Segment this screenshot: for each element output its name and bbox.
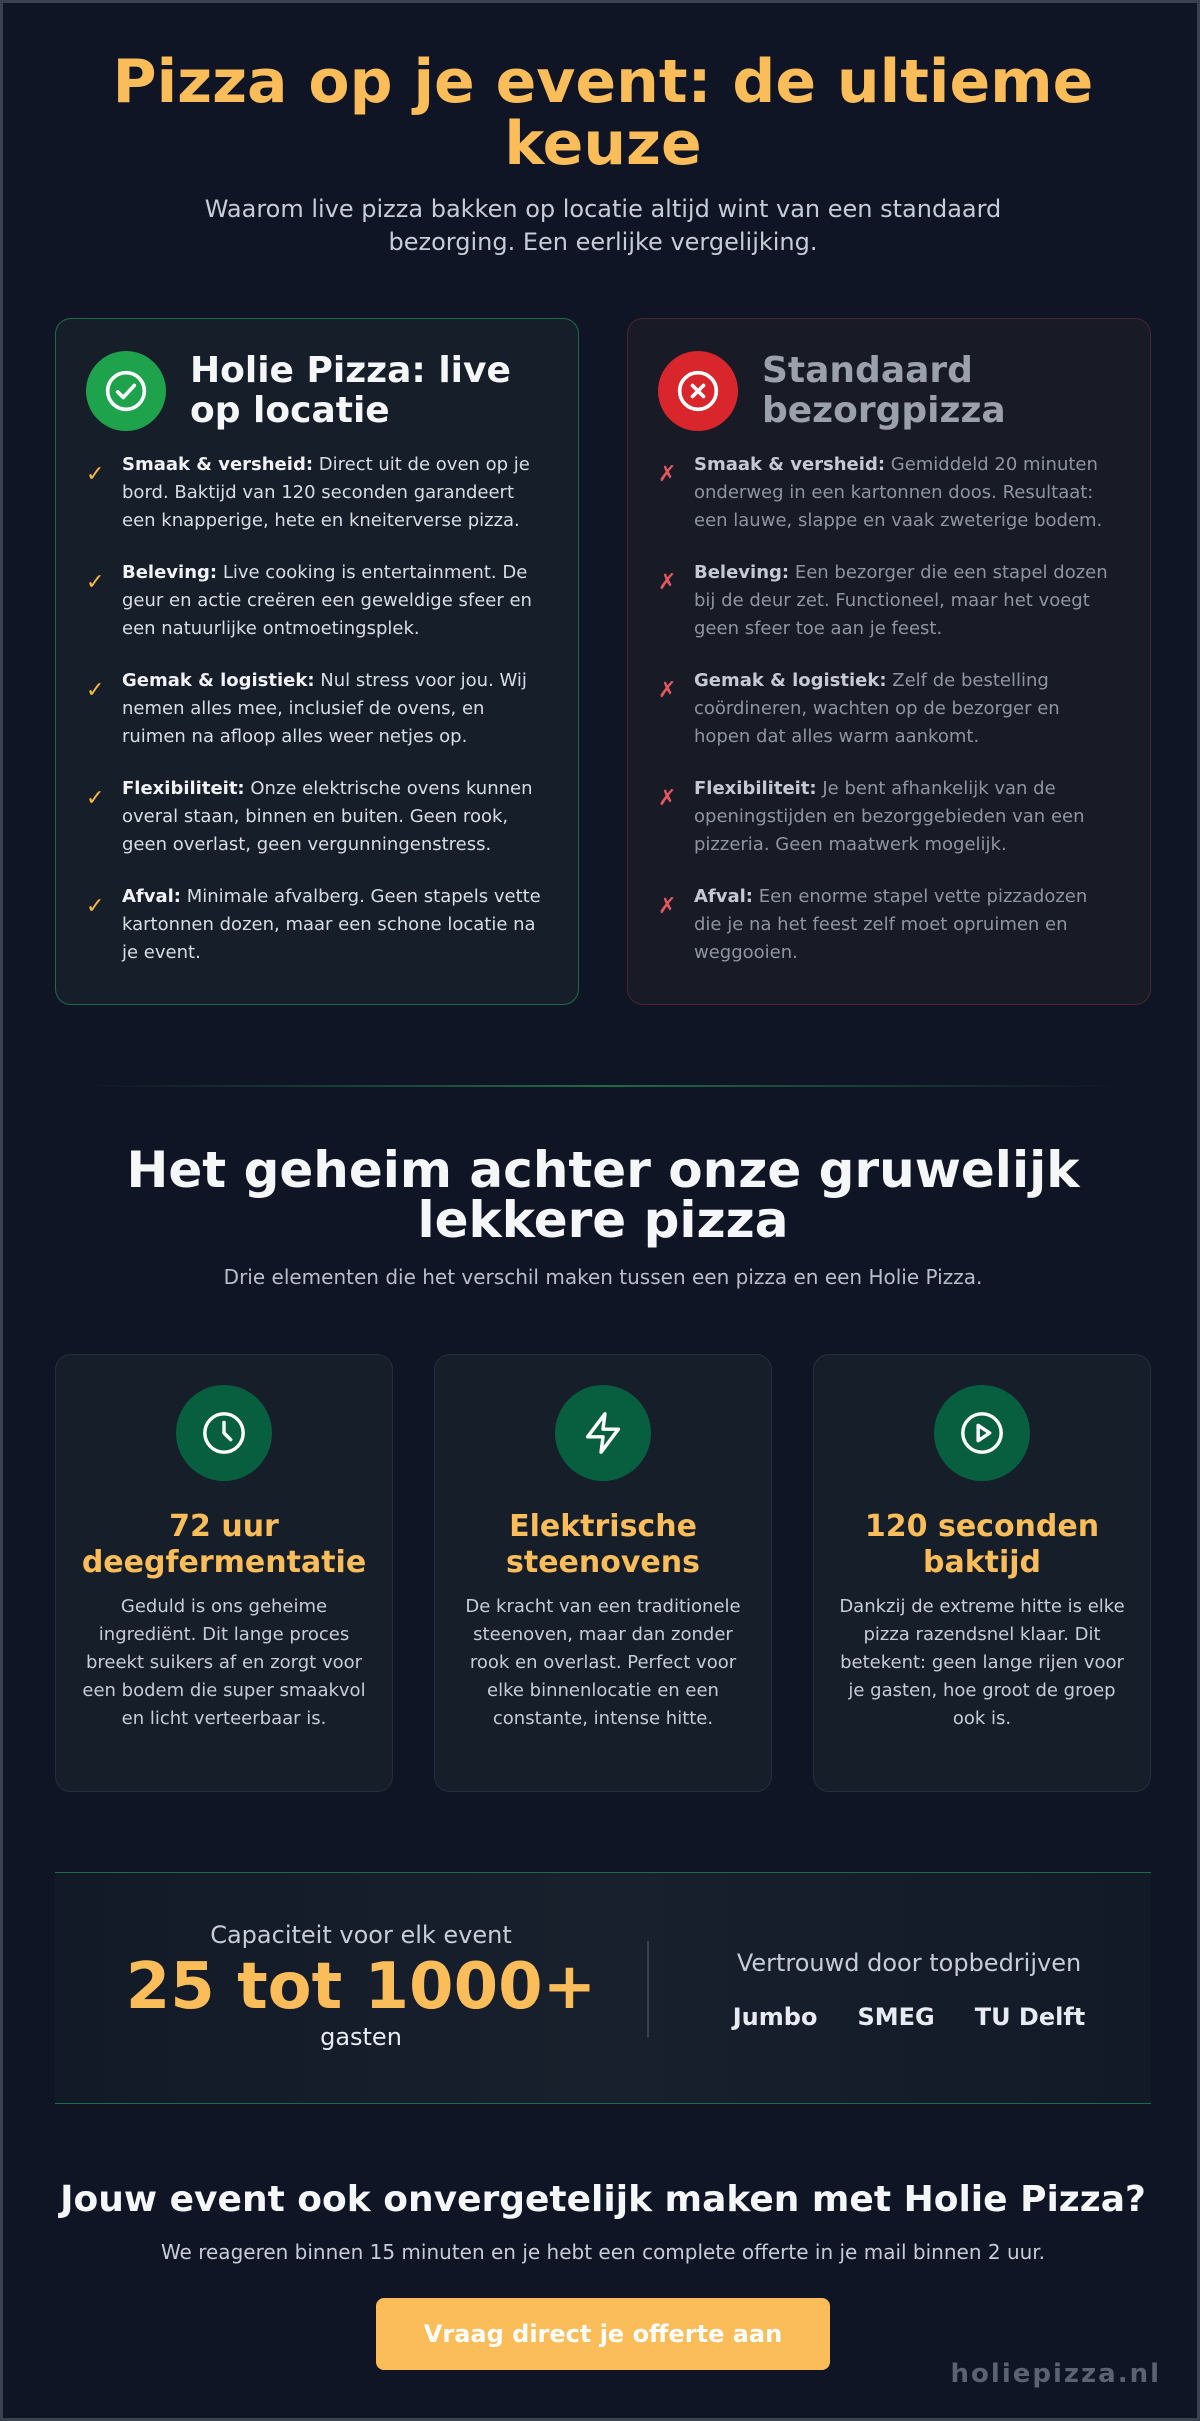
feature-card-baketime bbox=[813, 1354, 1151, 1792]
item-text: Je bent afhankelijk van de openingstijden en bezorggebieden van een pizzeria. Geen maatwerk mogelijk. bbox=[694, 778, 1085, 855]
feature-card-fermentation bbox=[55, 1354, 393, 1792]
site-watermark: holiepizza.nl bbox=[950, 2359, 1161, 2389]
list-item bbox=[86, 451, 548, 535]
capacity-value: 25 tot 1000+ bbox=[125, 1950, 597, 2024]
item-label: Flexibiliteit: bbox=[694, 778, 817, 799]
check-icon: ✓ bbox=[86, 678, 105, 703]
feature-list bbox=[658, 451, 1120, 967]
card-title: Holie Pizza: live op locatie bbox=[190, 350, 511, 431]
feature-title: 120 seconden baktijd bbox=[864, 1509, 1100, 1580]
item-label: Afval: bbox=[694, 886, 754, 907]
section-divider bbox=[83, 1085, 1123, 1087]
cross-icon: ✗ bbox=[658, 678, 677, 703]
hero-section bbox=[3, 47, 1200, 259]
page-title: Pizza op je event: de ultieme keuze bbox=[112, 47, 1094, 179]
item-text: Een bezorger die een stapel dozen bij de deur zet. Functioneel, maar het voegt geen sfeer toe aan je feest. bbox=[694, 562, 1108, 639]
brand-tu-delft: TU Delft bbox=[974, 2003, 1086, 2031]
cross-icon: ✗ bbox=[658, 462, 677, 487]
item-label: Gemak & logistiek: bbox=[694, 670, 887, 691]
item-text: Minimale afvalberg. Geen stapels vette kartonnen dozen, maar een schone locatie na je event. bbox=[122, 886, 541, 963]
card-header bbox=[658, 349, 1120, 433]
cross-icon: ✗ bbox=[658, 894, 677, 919]
feature-text: De kracht van een traditionele steenoven, maar dan zonder rook en overlast. Perfect voor elke binnenlocatie en een constante, intense hitte. bbox=[465, 1596, 741, 1729]
item-label: Beleving: bbox=[122, 562, 218, 583]
page-subtitle: Waarom live pizza bakken op locatie altijd wint van een standaard bezorging. Een eerlijke vergelijking. bbox=[204, 195, 1002, 256]
item-label: Flexibiliteit: bbox=[122, 778, 245, 799]
feature-list bbox=[86, 451, 548, 967]
comparison-card-delivery bbox=[627, 318, 1151, 1005]
item-label: Beleving: bbox=[694, 562, 790, 583]
capacity-block bbox=[55, 1921, 667, 2051]
clock-icon bbox=[176, 1385, 272, 1481]
item-text: Zelf de bestelling coördineren, wachten op de bezorger en hopen dat alles warm aankomt. bbox=[694, 670, 1060, 747]
item-text: Gemiddeld 20 minuten onderweg in een kartonnen doos. Resultaat: een lauwe, slappe en vaak zweterige bodem. bbox=[694, 454, 1103, 531]
list-item bbox=[658, 559, 1120, 643]
card-header bbox=[86, 349, 548, 433]
item-text: Een enorme stapel vette pizzadozen die je na het feest zelf moet opruimen en weggooien. bbox=[694, 886, 1088, 963]
feature-title: Elektrische steenovens bbox=[506, 1509, 700, 1580]
lightning-icon bbox=[555, 1385, 651, 1481]
play-circle-icon bbox=[934, 1385, 1030, 1481]
list-item bbox=[658, 667, 1120, 751]
item-label: Gemak & logistiek: bbox=[122, 670, 315, 691]
item-label: Smaak & versheid: bbox=[122, 454, 314, 475]
item-text: Nul stress voor jou. Wij nemen alles mee, inclusief de ovens, en ruimen na afloop alles weer netjes op. bbox=[122, 670, 527, 747]
item-text: Onze elektrische ovens kunnen overal staan, binnen en buiten. Geen rook, geen overlast, geen vergunningenstress. bbox=[122, 778, 533, 855]
check-icon: ✓ bbox=[86, 570, 105, 595]
item-label: Afval: bbox=[122, 886, 182, 907]
feature-text: Dankzij de extreme hitte is elke pizza razendsnel klaar. Dit betekent: geen lange rijen voor je gasten, hoe groot de groep ook is. bbox=[839, 1596, 1125, 1729]
capacity-label: Capaciteit voor elk event bbox=[210, 1921, 512, 1949]
trust-label: Vertrouwd door topbedrijven bbox=[736, 1949, 1082, 1977]
cta-section bbox=[3, 2179, 1200, 2370]
check-icon: ✓ bbox=[86, 786, 105, 811]
item-text: Live cooking is entertainment. De geur en actie creëren een geweldige sfeer en een natuurlijke ontmoetingsplek. bbox=[122, 562, 532, 639]
brand-list bbox=[667, 2003, 1151, 2031]
x-circle-icon bbox=[658, 351, 738, 431]
cross-icon: ✗ bbox=[658, 786, 677, 811]
list-item bbox=[86, 667, 548, 751]
list-item bbox=[658, 775, 1120, 859]
feature-card-ovens bbox=[434, 1354, 772, 1792]
item-label: Smaak & versheid: bbox=[694, 454, 886, 475]
capacity-unit: gasten bbox=[320, 2023, 402, 2051]
list-item bbox=[658, 451, 1120, 535]
item-text: Direct uit de oven op je bord. Baktijd van 120 seconden garandeert een knapperige, hete en kneiterverse pizza. bbox=[122, 454, 530, 531]
list-item bbox=[658, 883, 1120, 967]
list-item bbox=[86, 883, 548, 967]
check-icon: ✓ bbox=[86, 894, 105, 919]
request-quote-button[interactable]: Vraag direct je offerte aan bbox=[376, 2298, 830, 2370]
vertical-divider bbox=[647, 1941, 649, 2037]
section-title: Het geheim achter onze gruwelijk lekkere pizza bbox=[126, 1141, 1080, 1249]
check-circle-icon bbox=[86, 351, 166, 431]
feature-text: Geduld is ons geheime ingrediënt. Dit lange proces breekt suikers af en zorgt voor een bodem die super smaakvol en licht verteerbaar is. bbox=[82, 1596, 366, 1729]
list-item bbox=[86, 559, 548, 643]
secret-section bbox=[3, 1141, 1200, 1289]
cta-subtitle: We reageren binnen 15 minuten en je hebt een complete offerte in je mail binnen 2 uur. bbox=[160, 2240, 1046, 2264]
feature-title: 72 uur deegfermentatie bbox=[81, 1509, 367, 1580]
cross-icon: ✗ bbox=[658, 570, 677, 595]
card-title: Standaard bezorgpizza bbox=[762, 350, 1006, 431]
comparison-card-holie bbox=[55, 318, 579, 1005]
list-item bbox=[86, 775, 548, 859]
cta-title: Jouw event ook onvergetelijk maken met Holie Pizza? bbox=[60, 2179, 1146, 2220]
stats-band bbox=[55, 1872, 1151, 2104]
section-subtitle: Drie elementen die het verschil maken tussen een pizza en een Holie Pizza. bbox=[223, 1265, 983, 1289]
brand-jumbo: Jumbo bbox=[732, 2003, 818, 2031]
trust-block bbox=[667, 1949, 1151, 2031]
check-icon: ✓ bbox=[86, 462, 105, 487]
brand-smeg: SMEG bbox=[857, 2003, 935, 2031]
